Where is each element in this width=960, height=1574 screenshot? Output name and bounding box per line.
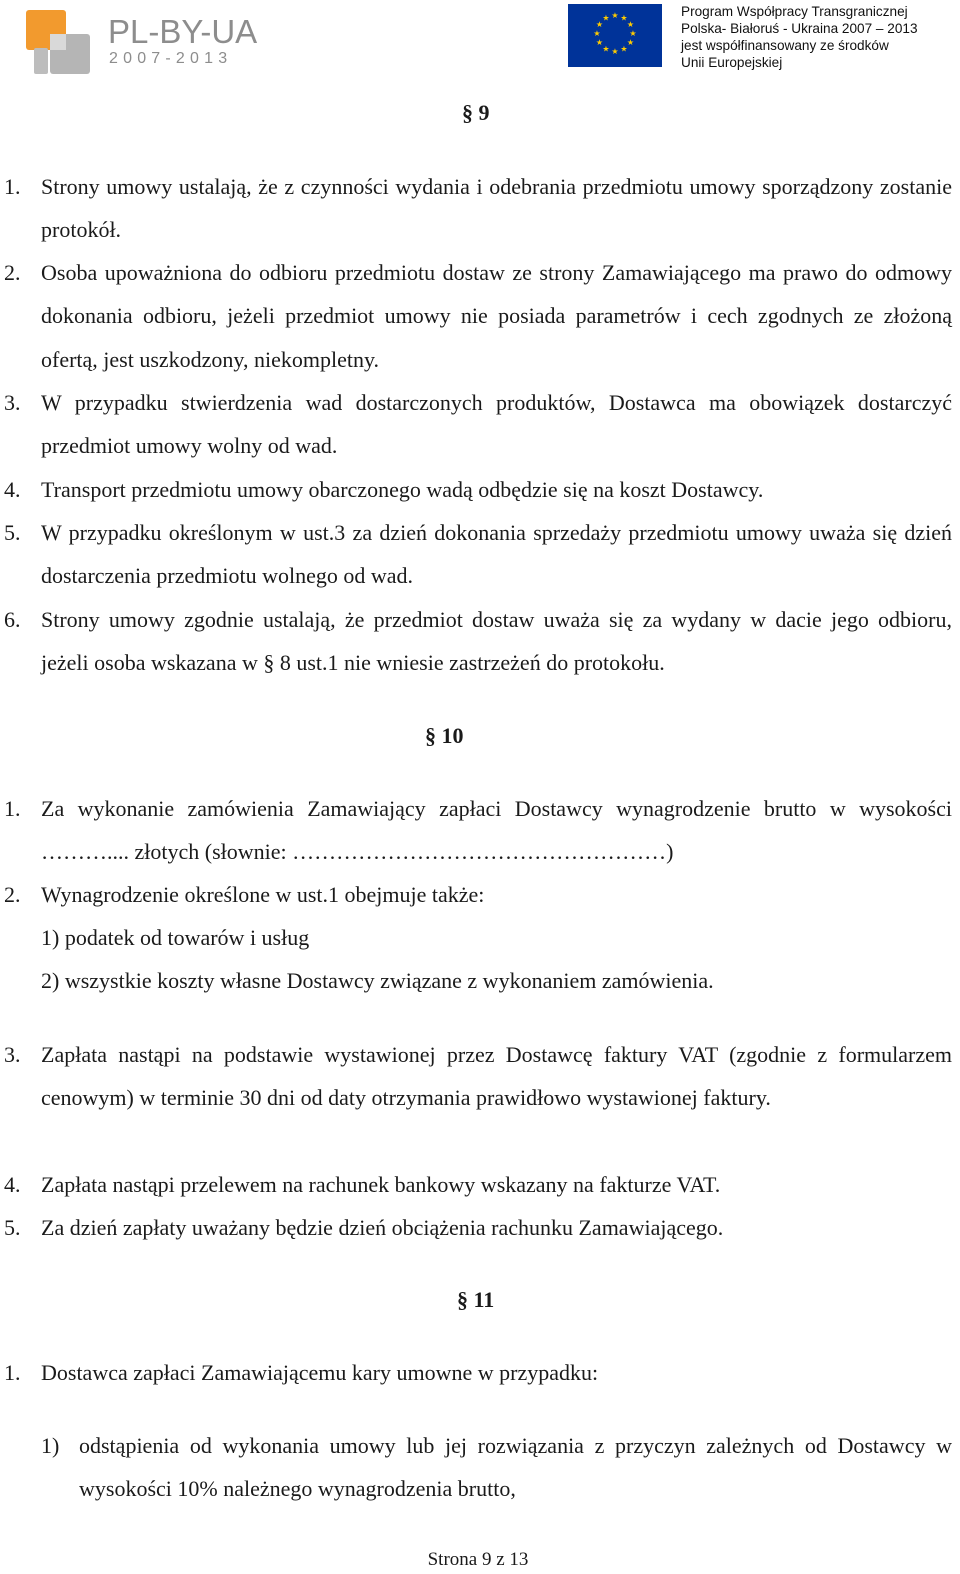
- list-item: [4, 1163, 952, 1206]
- section-heading: § 10: [425, 723, 464, 748]
- item-number: 4.: [4, 477, 21, 502]
- pl-by-ua-logo-icon: [24, 8, 92, 76]
- item-number: 6.: [4, 607, 21, 632]
- item-text: W przypadku określonym w ust.3 za dzień dokonania sprzedaży przedmiotu umowy uważa się dzień dostarczenia przedmiotu wolnego od wad.: [41, 520, 952, 589]
- sub-item: 2) wszystkie koszty własne Dostawcy związane z wykonaniem zamówienia.: [41, 968, 714, 993]
- program-line: Unii Europejskiej: [681, 55, 783, 70]
- list-item: [4, 787, 952, 874]
- item-number: 4.: [4, 1172, 21, 1197]
- item-number: 1.: [4, 174, 21, 199]
- svg-text:★: ★: [595, 38, 604, 47]
- item-number: 5.: [4, 520, 21, 545]
- program-line: Program Współpracy Transgranicznej: [681, 4, 908, 19]
- item-text: Za wykonanie zamówienia Zamawiający zapłaci Dostawcy wynagrodzenie brutto w wysokości ……….... złotych (słownie: ……………………………………………): [41, 796, 952, 865]
- svg-text:★: ★: [595, 20, 604, 29]
- item-number: 5.: [4, 1215, 21, 1240]
- svg-text:★: ★: [626, 20, 635, 29]
- list-item: [4, 873, 952, 916]
- program-line: jest współfinansowany ze środków: [681, 38, 889, 53]
- item-number: 2.: [4, 882, 21, 907]
- list-item: [4, 1351, 952, 1394]
- item-text: odstąpienia od wykonania umowy lub jej rozwiązania z przyczyn zależnych od Dostawcy w wysokości 10% należnego wynagrodzenia brutto,: [79, 1433, 952, 1502]
- svg-text:★: ★: [620, 44, 628, 54]
- svg-text:★: ★: [611, 11, 619, 20]
- svg-text:★: ★: [602, 44, 610, 54]
- svg-text:★: ★: [629, 29, 637, 38]
- svg-text:★: ★: [602, 13, 610, 23]
- list-item: [4, 511, 952, 598]
- logo-years: 2007-2013: [109, 50, 233, 67]
- page-number: Strona 9 z 13: [427, 1549, 529, 1570]
- item-text: Dostawca zapłaci Zamawiającemu kary umowne w przypadku:: [41, 1360, 599, 1385]
- list-item: [4, 1033, 952, 1120]
- item-number: 3.: [4, 1042, 21, 1067]
- list-item: [4, 251, 952, 381]
- section-heading: § 11: [457, 1287, 495, 1312]
- item-number: 3.: [4, 390, 21, 415]
- item-number: 1.: [4, 1360, 21, 1385]
- item-number: 2.: [4, 260, 21, 285]
- item-text: Wynagrodzenie określone w ust.1 obejmuje także:: [41, 882, 485, 907]
- item-text: Zapłata nastąpi na podstawie wystawionej przez Dostawcę faktury VAT (zgodnie z formularzem cenowym) w terminie 30 dni od daty otrzymania prawidłowo wystawionej faktury.: [41, 1042, 952, 1111]
- program-caption: [681, 3, 918, 71]
- item-text: W przypadku stwierdzenia wad dostarczonych produktów, Dostawca ma obowiązek dostarczyć przedmiot umowy wolny od wad.: [41, 390, 952, 459]
- item-text: Osoba upoważniona do odbioru przedmiotu dostaw ze strony Zamawiającego ma prawo do odmowy dokonania odbioru, jeżeli przedmiot umowy nie posiada parametrów i cech zgodnych ze złożoną ofertą, jest uszkodzony, niekompletny.: [41, 260, 952, 372]
- logo-text: PL-BY-UA: [108, 13, 258, 50]
- eu-flag-icon: [568, 4, 662, 67]
- list-item: [4, 381, 952, 468]
- list-item: [4, 1206, 952, 1249]
- sub-list-item: [41, 1424, 952, 1511]
- program-line: Polska- Białoruś - Ukraina 2007 – 2013: [681, 21, 918, 36]
- list-item: [4, 165, 952, 252]
- item-number: 1.: [4, 796, 21, 821]
- sub-item: 1) podatek od towarów i usług: [41, 925, 310, 950]
- svg-text:★: ★: [620, 13, 628, 23]
- svg-text:★: ★: [626, 38, 635, 47]
- item-text: Zapłata nastąpi przelewem na rachunek bankowy wskazany na fakturze VAT.: [41, 1172, 721, 1197]
- item-text: Strony umowy ustalają, że z czynności wydania i odebrania przedmiotu umowy sporządzony zostanie protokół.: [41, 174, 952, 243]
- item-text: Za dzień zapłaty uważany będzie dzień obciążenia rachunku Zamawiającego.: [41, 1215, 724, 1240]
- item-text: Transport przedmiotu umowy obarczonego wadą odbędzie się na koszt Dostawcy.: [41, 477, 764, 502]
- list-item: [4, 468, 952, 511]
- list-item: [4, 598, 952, 685]
- svg-text:★: ★: [611, 47, 619, 56]
- item-number: 1): [41, 1433, 60, 1458]
- item-text: Strony umowy zgodnie ustalają, że przedmiot dostaw uważa się za wydany w dacie jego odbioru, jeżeli osoba wskazana w § 8 ust.1 nie wniesie zastrzeżeń do protokołu.: [41, 607, 952, 676]
- section-heading: § 9: [462, 100, 490, 125]
- svg-text:★: ★: [593, 29, 601, 38]
